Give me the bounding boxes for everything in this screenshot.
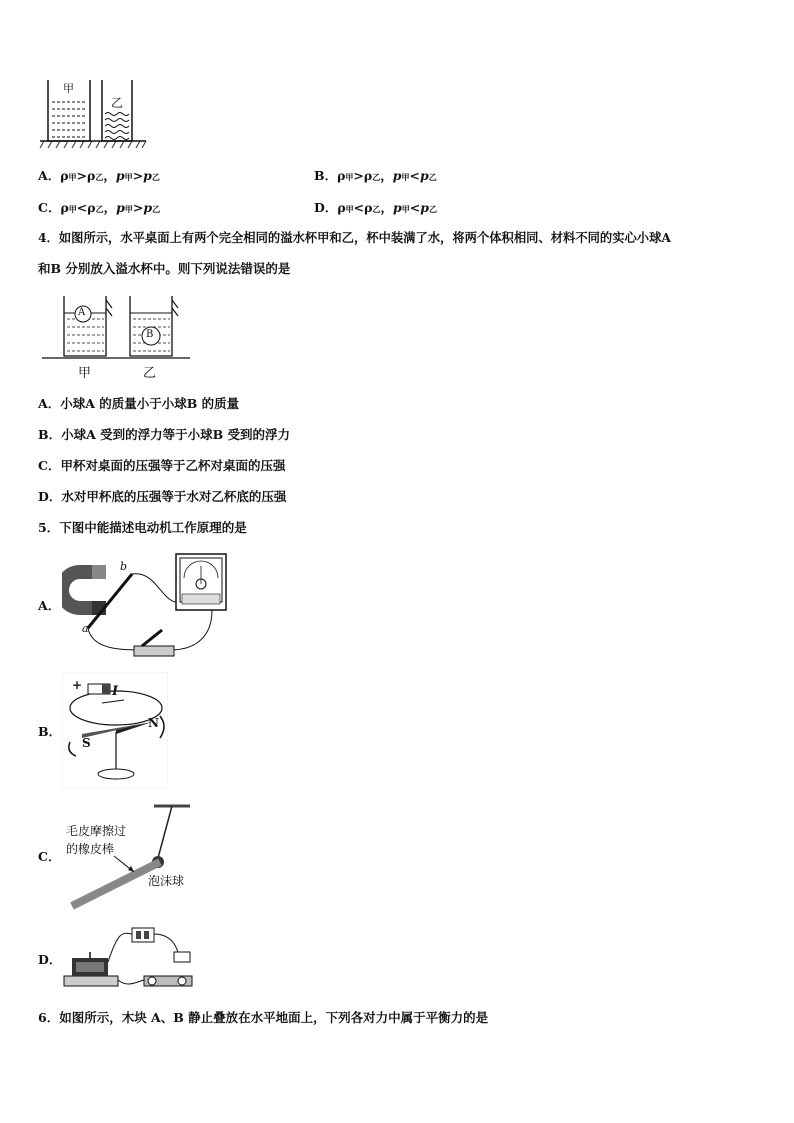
q3-label-jia: 甲 — [63, 82, 74, 95]
q5-figure-a — [62, 550, 230, 664]
q4-option-d: D．水对甲杯底的压强等于水对乙杯底的压强 — [38, 489, 287, 504]
q4-option-a: A．小球A 的质量小于小球B 的质量 — [38, 396, 240, 411]
q3-option-a: A．ρ甲>ρ乙，p甲>p乙 — [38, 168, 160, 183]
q4-option-b: B．小球A 受到的浮力等于小球B 受到的浮力 — [38, 427, 291, 442]
q3-option-b: B．ρ甲>ρ乙，p甲<p乙 — [314, 168, 437, 183]
q4-stem-line1: 4．如图所示，水平桌面上有两个完全相同的溢水杯甲和乙，杯中装满了水，将两个体积相同、材料不同的实心小球A — [38, 230, 671, 245]
q4-stem-line2: 和B 分别放入溢水杯中。则下列说法错误的是 — [38, 261, 291, 276]
q5-label-n: N — [148, 716, 159, 730]
q5-option-d-letter: D． — [38, 952, 62, 967]
q4-ball-b-label: B — [146, 329, 154, 340]
q3-label-yi: 乙 — [111, 96, 124, 110]
q5-label-s: S — [82, 736, 91, 750]
q4-option-c: C．甲杯对桌面的压强等于乙杯对桌面的压强 — [38, 458, 286, 473]
q3-option-c: C．ρ甲<ρ乙，p甲>p乙 — [38, 200, 161, 215]
q4-cup-jia-label: 甲 — [78, 366, 92, 381]
q5-label-plus: + — [72, 678, 83, 692]
q5-label-rod-line1: 毛皮摩擦过 — [66, 824, 127, 838]
q6-stem: 6．如图所示，木块 A、B 静止叠放在水平地面上，下列各对力中属于平衡力的是 — [38, 1010, 489, 1025]
q5-figure-b — [62, 672, 168, 788]
q5-label-ball: 泡沫球 — [148, 874, 185, 888]
q4-cup-yi-label: 乙 — [143, 366, 157, 381]
q5-figure-c — [62, 800, 196, 912]
q3-figure — [38, 76, 148, 156]
q3-option-d: D．ρ甲<ρ乙，p甲<p乙 — [314, 200, 437, 215]
q5-label-current: I — [112, 684, 119, 699]
q5-option-b-letter: B． — [38, 724, 62, 739]
q5-stem: 5．下图中能描述电动机工作原理的是 — [38, 520, 247, 535]
q5-option-a-letter: A． — [38, 598, 61, 613]
q4-ball-a-label: A — [78, 307, 86, 318]
q5-label-b: b — [120, 560, 128, 573]
q5-option-c-letter: C． — [38, 849, 61, 864]
q5-label-a: a — [82, 622, 89, 635]
q4-figure — [40, 292, 200, 380]
q5-label-rod-line2: 的橡皮棒 — [66, 842, 115, 856]
q5-figure-d — [62, 922, 198, 994]
